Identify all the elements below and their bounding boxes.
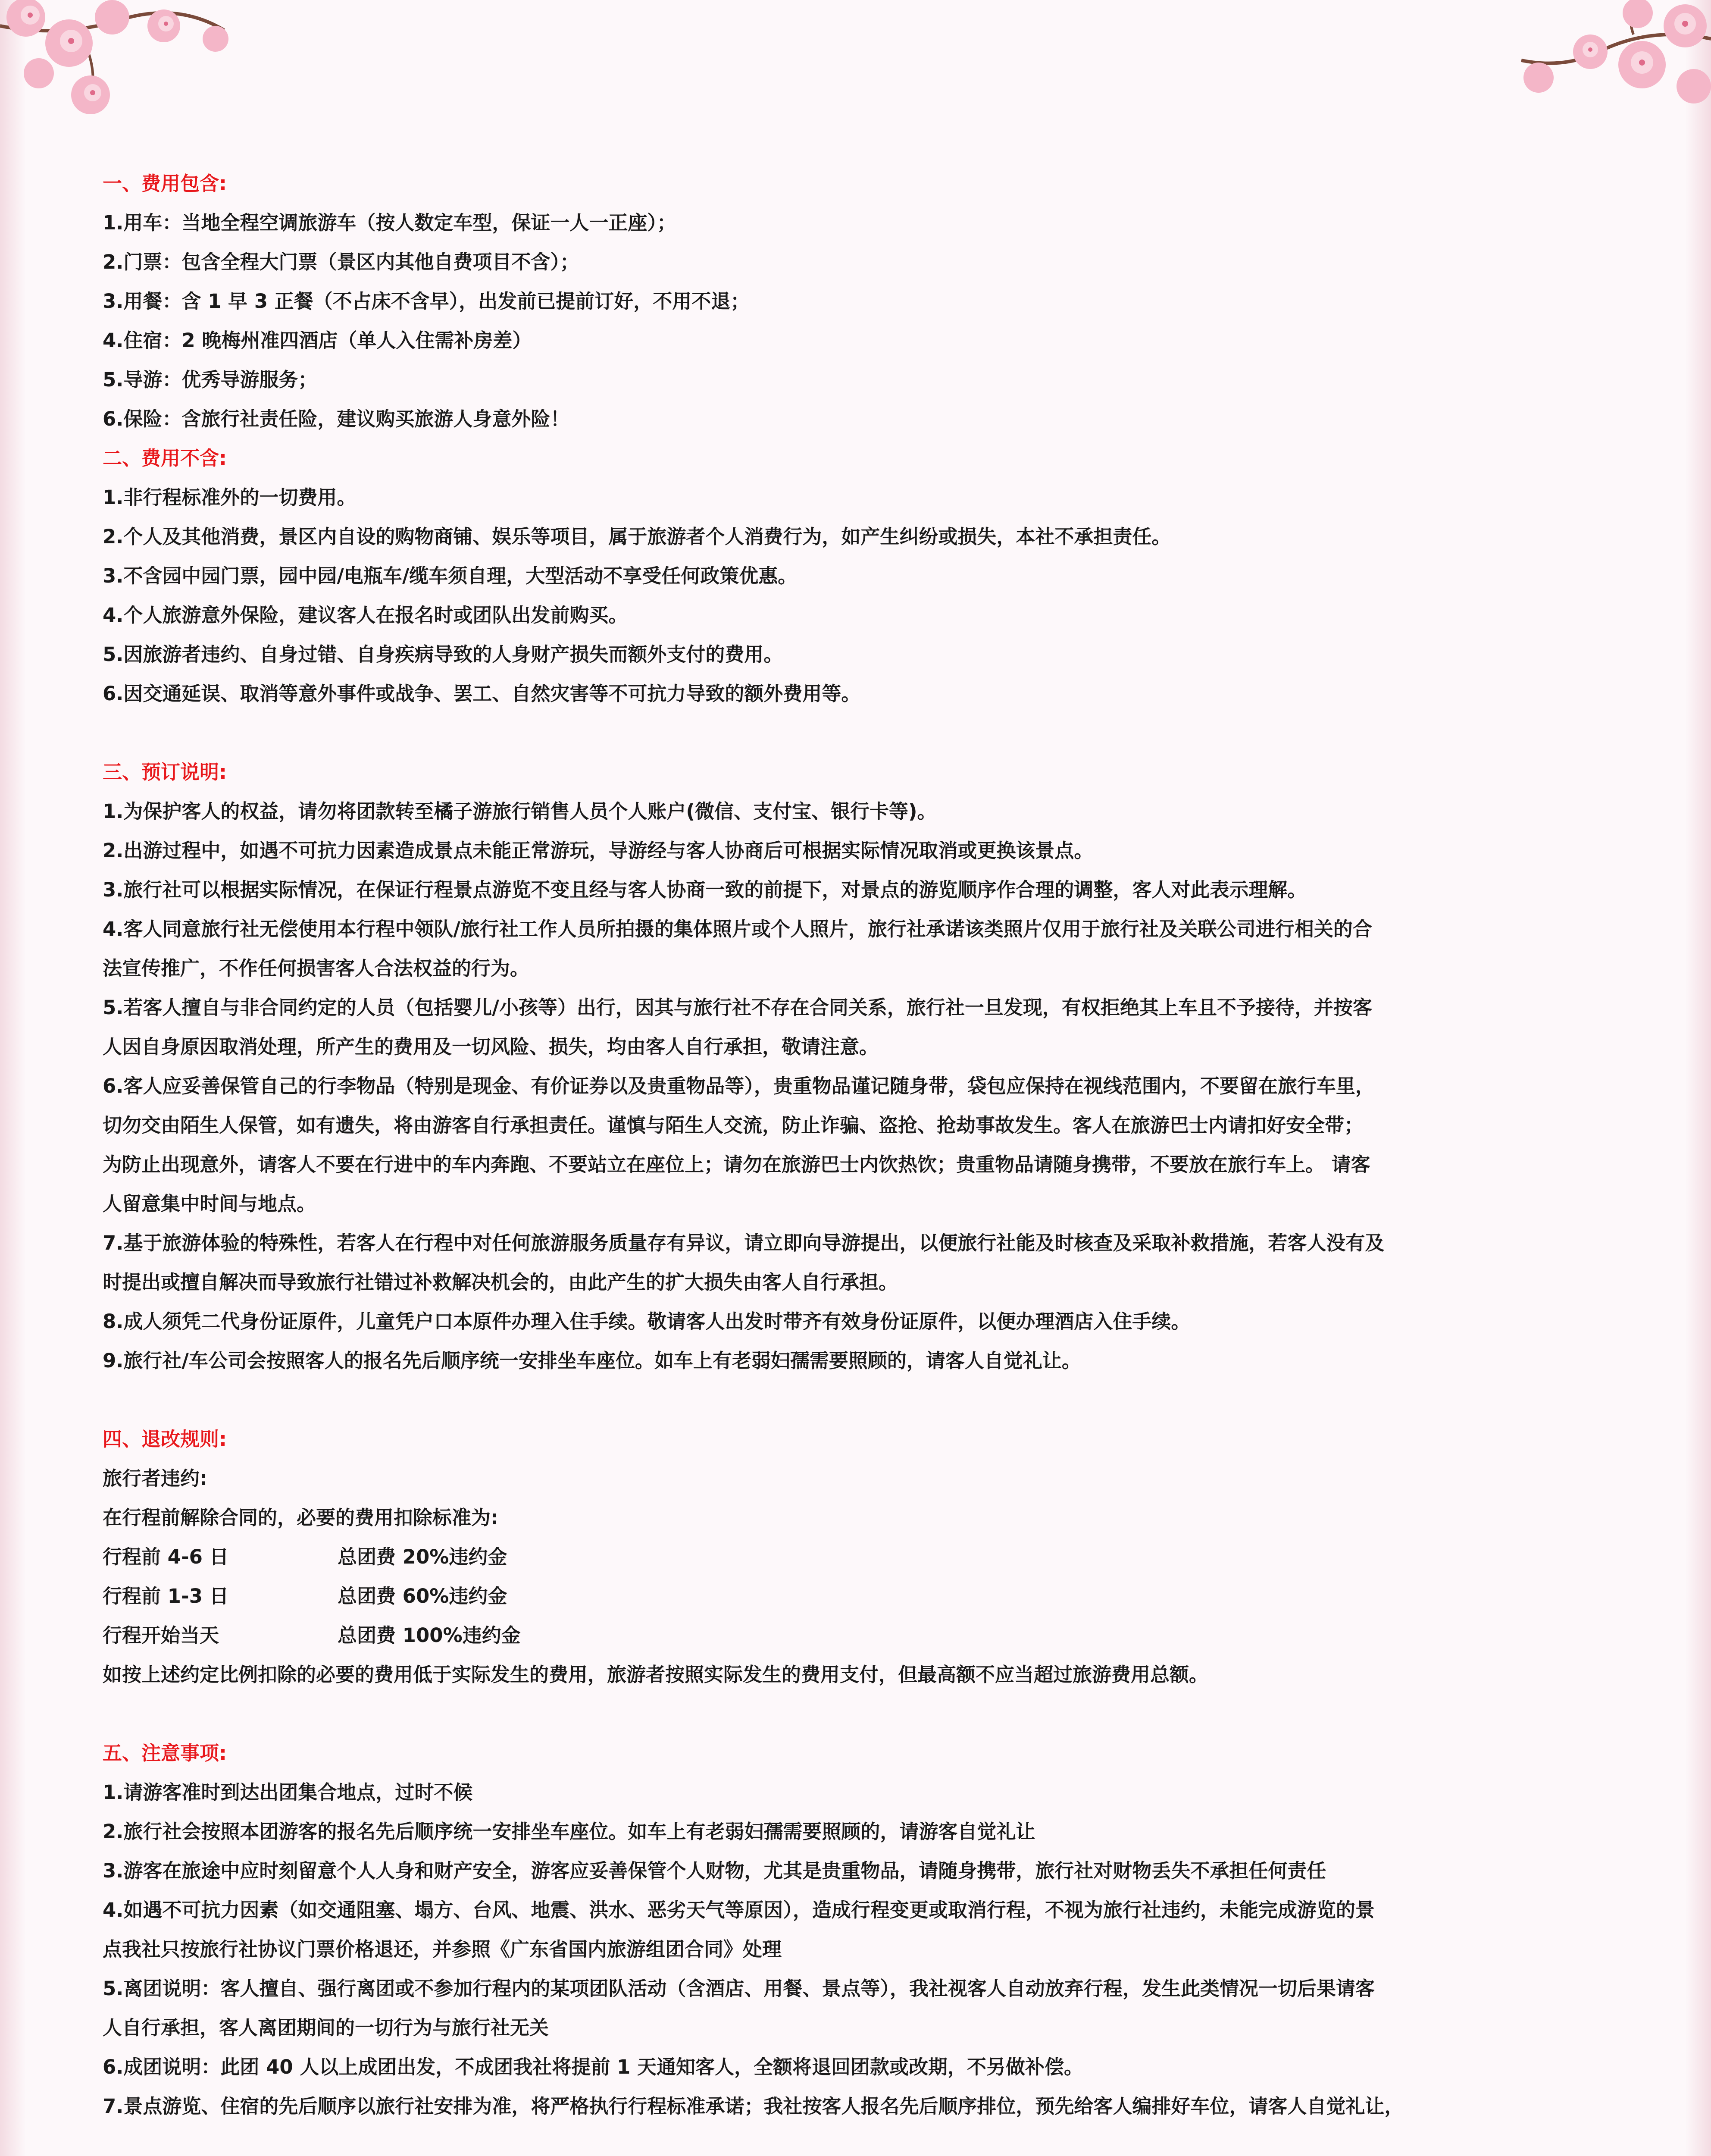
list-item: 8.成人须凭二代身份证原件，儿童凭户口本原件办理入住手续。敬请客人出发时带齐有效身份证原件，以便办理酒店入住手续。 (103, 1310, 1191, 1333)
list-item: 5.导游：优秀导游服务； (103, 368, 318, 391)
section-title: 四、退改规则: (103, 1428, 227, 1451)
fee-value: 总团费 100%违约金 (338, 1624, 521, 1647)
cherry-blossom-top-right-icon (1409, 0, 1711, 138)
list-item: 为防止出现意外，请客人不要在行进中的车内奔跑、不要站立在座位上；请勿在旅游巴士内饮热饮；贵重物品请随身携带，不要放在旅行车上。 请客 (103, 1153, 1370, 1176)
section-precautions (103, 1733, 1616, 2126)
list-item: 人留意集中时间与地点。 (103, 1192, 316, 1215)
section-cancellation-rules (103, 1420, 1616, 1694)
section-fees-excluded (103, 439, 1616, 713)
list-item: 切勿交由陌生人保管，如有遗失，将由游客自行承担责任。谨慎与陌生人交流，防止诈骗、盗抢、抢劫事故发生。客人在旅游巴士内请扣好安全带； (103, 1114, 1364, 1137)
fee-label: 行程前 1-3 日 (103, 1585, 229, 1608)
list-item: 4.个人旅游意外保险，建议客人在报名时或团队出发前购买。 (103, 604, 628, 627)
list-item: 2.出游过程中，如遇不可抗力因素造成景点未能正常游玩，导游经与客人协商后可根据实际情况取消或更换该景点。 (103, 839, 1094, 862)
list-item: 4.住宿：2 晚梅州准四酒店（单人入住需补房差） (103, 329, 532, 352)
list-item: 6.成团说明：此团 40 人以上成团出发，不成团我社将提前 1 天通知客人，全额将退回团款或改期，不另做补偿。 (103, 2056, 1084, 2078)
list-item: 2.门票：包含全程大门票（景区内其他自费项目不含）； (103, 251, 579, 273)
list-item: 6.因交通延误、取消等意外事件或战争、罢工、自然灾害等不可抗力导致的额外费用等。 (103, 682, 861, 705)
background-right-fade (1685, 0, 1711, 2156)
background-left-fade (0, 0, 26, 2156)
section-booking-notes (103, 752, 1616, 1380)
list-item: 如按上述约定比例扣除的必要的费用低于实际发生的费用，旅游者按照实际发生的费用支付，但最高额不应当超过旅游费用总额。 (103, 1663, 1209, 1686)
section-title: 一、费用包含: (103, 172, 227, 195)
section-spacer (103, 713, 1616, 752)
fee-row (103, 1537, 1616, 1576)
list-item: 2.个人及其他消费，景区内自设的购物商铺、娱乐等项目，属于旅游者个人消费行为，如产生纠纷或损失，本社不承担责任。 (103, 525, 1171, 548)
list-item: 1.用车：当地全程空调旅游车（按人数定车型，保证一人一正座）； (103, 211, 676, 234)
list-item: 点我社只按旅行社协议门票价格退还，并参照《广东省国内旅游组团合同》处理 (103, 1938, 782, 1961)
list-item: 7.基于旅游体验的特殊性，若客人在行程中对任何旅游服务质量存有异议，请立即向导游提出，以便旅行社能及时核查及采取补救措施，若客人没有及 (103, 1232, 1385, 1254)
fee-value: 总团费 60%违约金 (338, 1585, 507, 1608)
section-title: 五、注意事项: (103, 1742, 227, 1764)
list-item: 6.保险：含旅行社责任险，建议购买旅游人身意外险！ (103, 407, 570, 430)
section-fees-included (103, 164, 1616, 439)
list-item: 1.非行程标准外的一切费用。 (103, 486, 357, 509)
fee-row (103, 1616, 1616, 1655)
list-item: 旅行者违约: (103, 1467, 207, 1490)
fee-value: 总团费 20%违约金 (338, 1545, 507, 1568)
section-spacer (103, 1694, 1616, 1733)
list-item: 人因自身原因取消处理，所产生的费用及一切风险、损失，均由客人自行承担，敬请注意。 (103, 1035, 879, 1058)
list-item: 3.不含园中园门票，园中园/电瓶车/缆车须自理，大型活动不享受任何政策优惠。 (103, 564, 798, 587)
list-item: 在行程前解除合同的，必要的费用扣除标准为: (103, 1506, 498, 1529)
section-title: 二、费用不含: (103, 447, 227, 470)
list-item: 5.若客人擅自与非合同约定的人员（包括婴儿/小孩等）出行，因其与旅行社不存在合同关系，旅行社一旦发现，有权拒绝其上车且不予接待，并按客 (103, 996, 1372, 1019)
list-item: 时提出或擅自解决而导致旅行社错过补救解决机会的，由此产生的扩大损失由客人自行承担。 (103, 1271, 898, 1294)
list-item: 5.因旅游者违约、自身过错、自身疾病导致的人身财产损失而额外支付的费用。 (103, 643, 783, 666)
fee-label: 行程前 4-6 日 (103, 1545, 229, 1568)
list-item: 1.为保护客人的权益，请勿将团款转至橘子游旅行销售人员个人账户(微信、支付宝、银行卡等)。 (103, 800, 937, 823)
cherry-blossom-top-left-icon (0, 0, 302, 138)
list-item: 5.离团说明：客人擅自、强行离团或不参加行程内的某项团队活动（含酒店、用餐、景点等），我社视客人自动放弃行程，发生此类情况一切后果请客 (103, 1977, 1375, 2000)
list-item: 3.游客在旅途中应时刻留意个人人身和财产安全，游客应妥善保管个人财物，尤其是贵重物品，请随身携带，旅行社对财物丢失不承担任何责任 (103, 1859, 1326, 1882)
list-item: 1.请游客准时到达出团集合地点，过时不候 (103, 1781, 473, 1804)
list-item: 4.如遇不可抗力因素（如交通阻塞、塌方、台风、地震、洪水、恶劣天气等原因），造成行程变更或取消行程，不视为旅行社违约，未能完成游览的景 (103, 1899, 1375, 1921)
fee-label: 行程开始当天 (103, 1624, 219, 1647)
list-item: 法宣传推广，不作任何损害客人合法权益的行为。 (103, 957, 530, 980)
list-item: 3.旅行社可以根据实际情况，在保证行程景点游览不变且经与客人协商一致的前提下，对景点的游览顺序作合理的调整，客人对此表示理解。 (103, 878, 1307, 901)
document-body (103, 164, 1616, 2126)
list-item: 人自行承担，客人离团期间的一切行为与旅行社无关 (103, 2016, 549, 2039)
list-item: 2.旅行社会按照本团游客的报名先后顺序统一安排坐车座位。如车上有老弱妇孺需要照顾的，请游客自觉礼让 (103, 1820, 1035, 1843)
fee-row (103, 1576, 1616, 1616)
list-item: 6.客人应妥善保管自己的行李物品（特别是现金、有价证券以及贵重物品等），贵重物品谨记随身带，袋包应保持在视线范围内，不要留在旅行车里， (103, 1075, 1375, 1097)
section-spacer (103, 1380, 1616, 1420)
list-item: 9.旅行社/车公司会按照客人的报名先后顺序统一安排坐车座位。如车上有老弱妇孺需要照顾的，请客人自觉礼让。 (103, 1349, 1081, 1372)
list-item: 3.用餐：含 1 早 3 正餐（不占床不含早），出发前已提前订好，不用不退； (103, 290, 750, 313)
list-item: 7.景点游览、住宿的先后顺序以旅行社安排为准，将严格执行行程标准承诺；我社按客人报名先后顺序排位，预先给客人编排好车位，请客人自觉礼让， (103, 2095, 1404, 2118)
list-item: 4.客人同意旅行社无偿使用本行程中领队/旅行社工作人员所拍摄的集体照片或个人照片，旅行社承诺该类照片仅用于旅行社及关联公司进行相关的合 (103, 918, 1372, 940)
section-title: 三、预订说明: (103, 761, 227, 783)
